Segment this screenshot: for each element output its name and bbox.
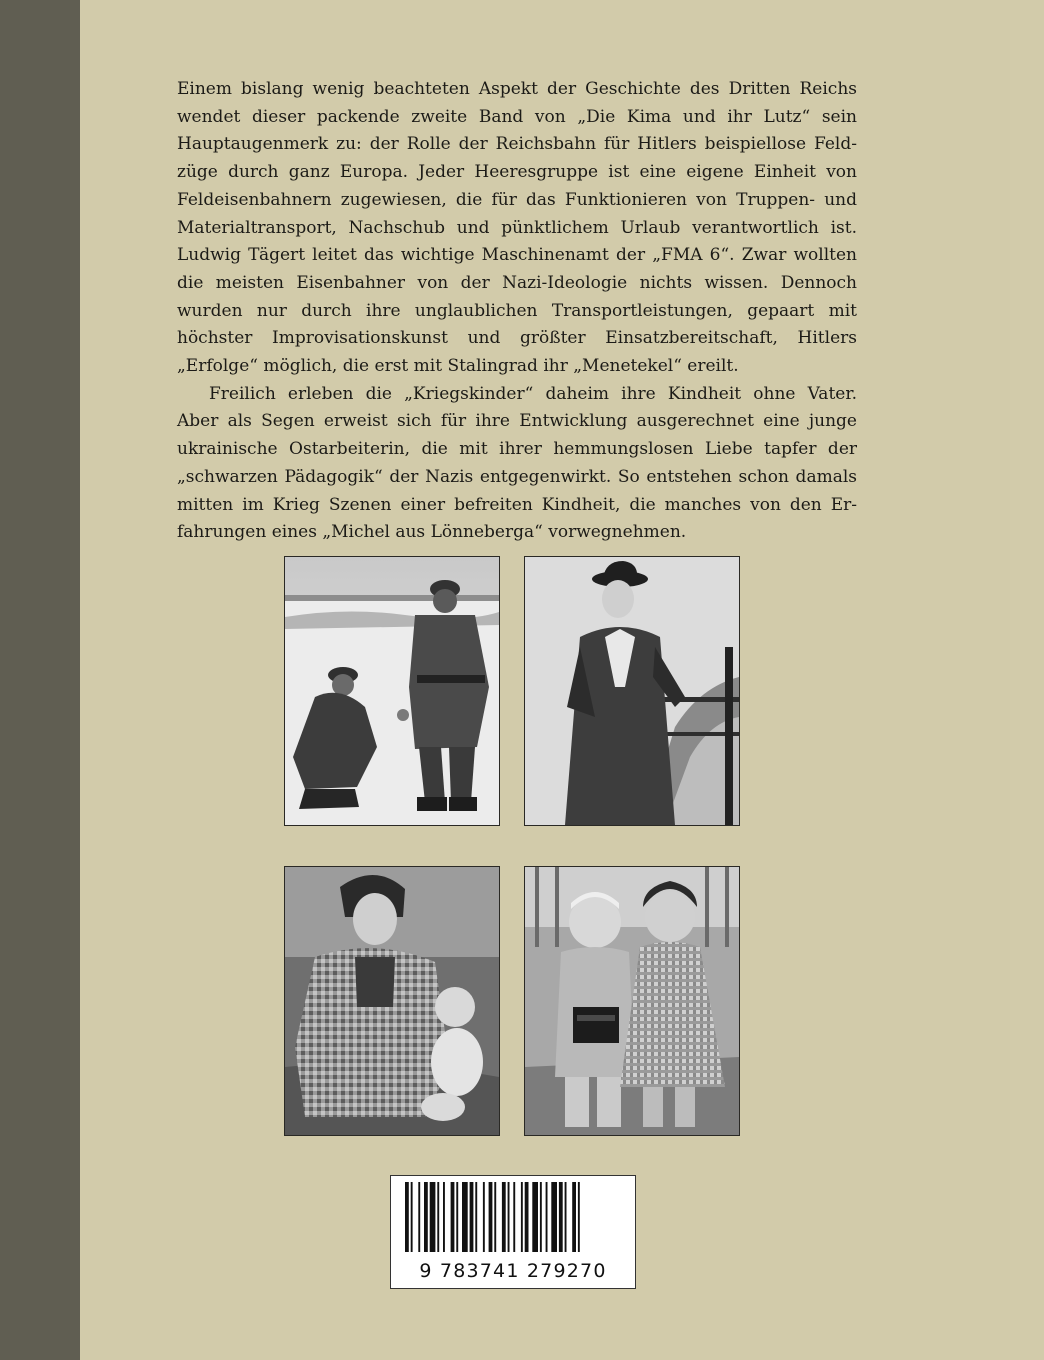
- blurb-line: Feldeisenbahnern zugewiesen, die für das Funktionieren von Truppen- und: [177, 189, 857, 210]
- photo-two-children: [524, 866, 740, 1136]
- barcode-bar: [521, 1182, 523, 1252]
- barcode-bar: [456, 1182, 458, 1252]
- back-cover-blurb: [177, 76, 857, 547]
- barcode-bar: [546, 1182, 548, 1252]
- blurb-line: züge durch ganz Europa. Jeder Heeresgruppe ist eine eigene Einheit von: [177, 162, 857, 183]
- blurb-line: Hauptaugenmerk zu: der Rolle der Reichsbahn für Hitlers beispiellose Feld-: [177, 134, 857, 155]
- blurb-line: „Erfolge“ möglich, die erst mit Stalingrad ihr „Menetekel“ ereilt.: [177, 356, 739, 377]
- blurb-line: Freilich erleben die „Kriegskinder“ daheim ihre Kindheit ohne Vater.: [209, 383, 857, 404]
- barcode-bar: [475, 1182, 477, 1252]
- blurb-line: mitten im Krieg Szenen einer befreiten Kindheit, die manches von den Er-: [177, 494, 857, 515]
- barcode-bar: [424, 1182, 428, 1252]
- barcode-bar: [525, 1182, 529, 1252]
- barcode-bar: [572, 1182, 576, 1252]
- barcode-bars: [391, 1176, 635, 1256]
- barcode-bar: [418, 1182, 420, 1252]
- barcode-bar: [489, 1182, 493, 1252]
- barcode-bar: [411, 1182, 413, 1252]
- barcode-bar: [430, 1182, 436, 1252]
- barcode-bar: [451, 1182, 455, 1252]
- barcode-bar: [494, 1182, 496, 1252]
- barcode-bar: [578, 1182, 580, 1252]
- barcode-bar: [508, 1182, 510, 1252]
- blurb-line: fahrungen eines „Michel aus Lönneberga“ vorwegnehmen.: [177, 522, 687, 543]
- blurb-line: Materialtransport, Nachschub und pünktlichem Urlaub verantwortlich ist.: [177, 217, 857, 238]
- barcode-bar: [443, 1182, 445, 1252]
- barcode-bar: [559, 1182, 563, 1252]
- barcode-bar: [565, 1182, 567, 1252]
- blurb-line: Ludwig Tägert leitet das wichtige Maschinenamt der „FMA 6“. Zwar wollten: [177, 245, 857, 266]
- barcode-bar: [462, 1182, 468, 1252]
- blurb-line: ukrainische Ostarbeiterin, die mit ihrer hemmungslosen Liebe tapfer der: [177, 439, 857, 460]
- book-spine: [0, 0, 80, 1360]
- blurb-line: wurden nur durch ihre unglaublichen Transportleistungen, gepaart mit: [177, 300, 857, 321]
- blurb-line: Einem bislang wenig beachteten Aspekt der Geschichte des Dritten Reichs: [177, 79, 857, 99]
- barcode-bar: [483, 1182, 485, 1252]
- barcode-bar: [532, 1182, 538, 1252]
- barcode-bar: [437, 1182, 439, 1252]
- photo-woman-with-baby: [284, 866, 500, 1136]
- isbn-number: 9 783741 279270: [419, 1260, 607, 1282]
- barcode-bar: [502, 1182, 506, 1252]
- barcode-bar: [470, 1182, 474, 1252]
- blurb-line: „schwarzen Pädagogik“ der Nazis entgegenwirkt. So entstehen schon damals: [177, 466, 857, 487]
- blurb-line: die meisten Eisenbahner von der Nazi-Ideologie nichts wissen. Dennoch: [177, 272, 857, 293]
- blurb-line: höchster Improvisationskunst und größter Einsatzbereitschaft, Hitlers: [177, 328, 857, 349]
- photo-soldiers-in-snow: [284, 556, 500, 826]
- blurb-line: wendet dieser packende zweite Band von „Die Kima und ihr Lutz“ sein: [177, 106, 857, 127]
- barcode-bar: [551, 1182, 557, 1252]
- isbn-barcode: [390, 1175, 636, 1289]
- photo-woman-in-coat: [524, 556, 740, 826]
- barcode-bar: [405, 1182, 409, 1252]
- blurb-line: Aber als Segen erweist sich für ihre Entwicklung ausgerechnet eine junge: [177, 411, 857, 432]
- barcode-bar: [540, 1182, 542, 1252]
- barcode-bar: [513, 1182, 515, 1252]
